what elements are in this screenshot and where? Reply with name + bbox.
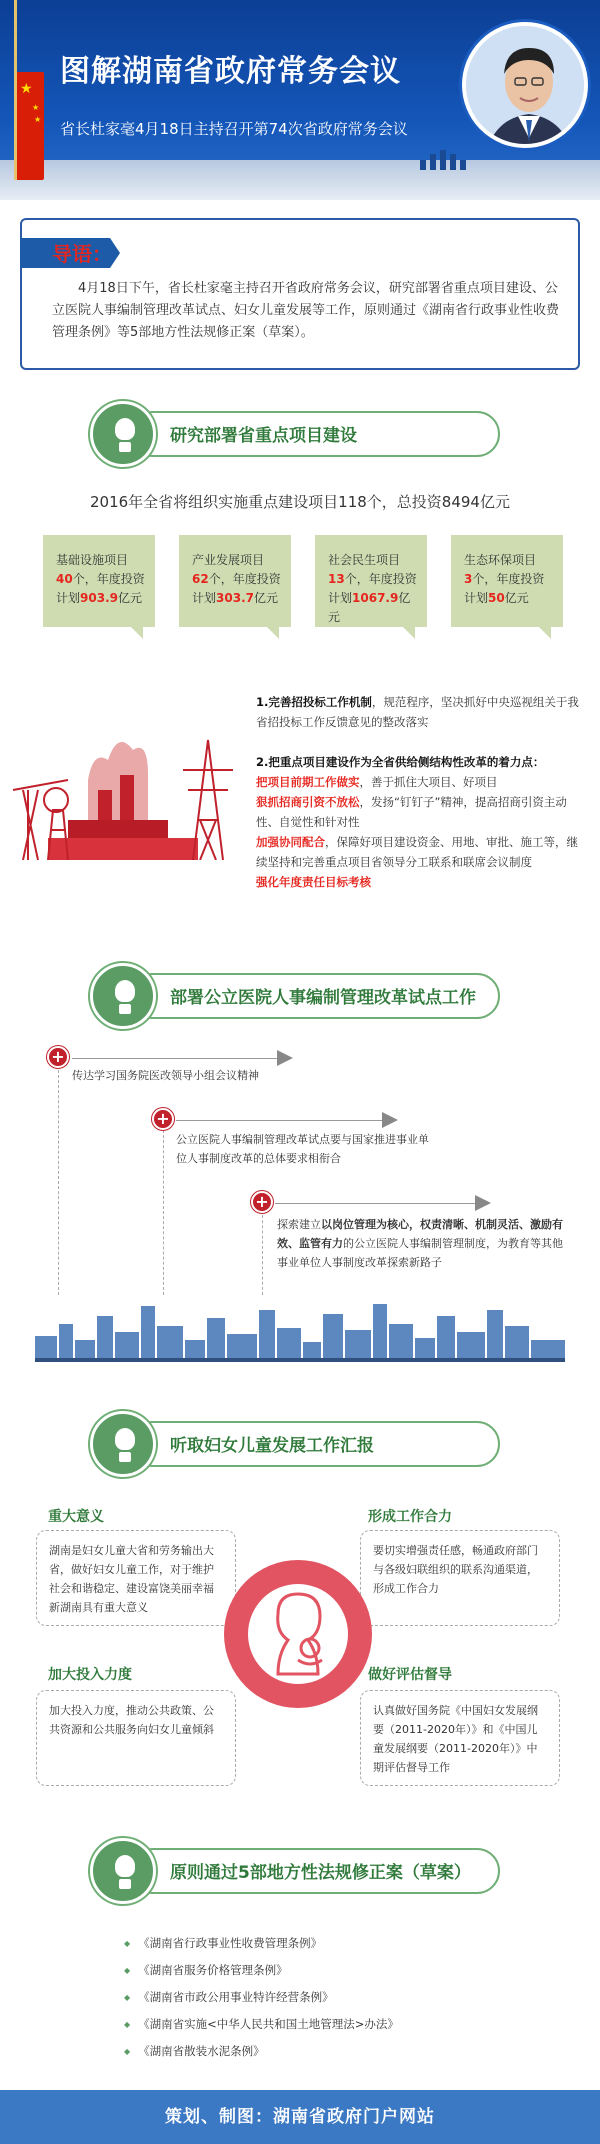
page-subtitle: 省长杜家毫4月18日主持召开第74次省政府常务会议 <box>60 120 408 138</box>
building-icon <box>420 150 480 170</box>
section-title: 听取妇女儿童发展工作汇报 <box>170 1436 374 1456</box>
timeline-item: 公立医院人事编制管理改革试点要与国家推进事业单位人事制度改革的总体要求相衔合 <box>176 1133 429 1165</box>
list-item: ◆ 《湖南省市政公用事业特许经营条例》 <box>124 1984 399 2011</box>
stat-count: 13 <box>328 572 345 586</box>
page-title: 图解湖南省政府常务会议 <box>60 54 401 89</box>
arrow-right-icon <box>277 1050 293 1066</box>
list-item: ◆ 《湖南省实施<中华人民共和国土地管理法>办法》 <box>124 2011 399 2038</box>
star-icon: ★ <box>34 115 42 124</box>
plus-icon: + <box>251 1191 273 1213</box>
intro-box <box>20 218 580 370</box>
stat-unit: 亿元 <box>504 591 529 605</box>
stat-unit: 亿元 <box>328 591 411 624</box>
star-icon: ★ <box>32 103 40 112</box>
stat-box <box>315 535 427 627</box>
point-2: 2.把重点项目建设作为全省供给侧结构性改革的着力点： <box>256 755 545 769</box>
stat-count: 40 <box>56 572 73 586</box>
intro-label: 导语： <box>52 242 112 266</box>
stat-text: 个，年度投资计划 <box>192 572 281 605</box>
stat-text: 个，年度投资计划 <box>464 572 545 605</box>
stat-value: 50 <box>488 591 505 605</box>
lightbulb-icon <box>90 1411 156 1477</box>
stat-label: 生态环保项目 <box>464 553 537 567</box>
block-text: 湖南是妇女儿童大省和劳务输出大省，做好妇女儿童工作，对于维护社会和谐稳定、建设富饶美丽幸福新湖南具有重大意义 <box>36 1530 236 1626</box>
stat-unit: 亿元 <box>117 591 142 605</box>
arrow-right-icon <box>475 1195 491 1211</box>
point-6: 强化年度责任目标考核 <box>256 875 371 889</box>
stat-box <box>179 535 291 627</box>
arrow-right-icon <box>382 1112 398 1128</box>
point-1: 1.完善招投标工作机制，规范程序，坚决抓好中央巡视组关于我省招投标工作反馈意见的整改落实 <box>256 695 579 729</box>
block-text: 要切实增强责任感，畅通政府部门与各级妇联组织的联系沟通渠道，形成工作合力 <box>360 1530 560 1626</box>
section-banner-laws <box>90 1838 500 1904</box>
stat-value: 903.9 <box>80 591 118 605</box>
point-4: 狠抓招商引资不放松，发扬“钉钉子”精神，提高招商引资主动性、自觉性和针对性 <box>256 795 567 829</box>
list-item: ◆ 《湖南省服务价格管理条例》 <box>124 1957 399 1984</box>
stat-count: 62 <box>192 572 209 586</box>
block-text: 加大投入力度，推动公共政策、公共资源和公共服务向妇女儿童倾斜 <box>36 1690 236 1786</box>
block-title: 重大意义 <box>48 1509 104 1525</box>
section-title: 原则通过5部地方性法规修正案（草案） <box>170 1863 471 1883</box>
law-list <box>124 1930 399 2065</box>
stat-value: 1067.9 <box>352 591 399 605</box>
list-item: ◆ 《湖南省行政事业性收费管理条例》 <box>124 1930 399 1957</box>
section-banner-women <box>90 1411 500 1477</box>
stat-unit: 亿元 <box>253 591 278 605</box>
lightbulb-icon <box>90 1838 156 1904</box>
block-title: 加大投入力度 <box>48 1667 132 1683</box>
flag-icon <box>14 72 44 180</box>
section-title: 研究部署省重点项目建设 <box>170 426 357 446</box>
section-banner-hospitals <box>90 963 500 1029</box>
block-title: 形成工作合力 <box>368 1509 452 1525</box>
stat-label: 产业发展项目 <box>192 553 265 567</box>
section-title: 部署公立医院人事编制管理改革试点工作 <box>170 988 476 1008</box>
factory-illustration <box>8 720 238 860</box>
header-stripe <box>0 160 600 200</box>
block-text: 认真做好国务院《中国妇女发展纲要（2011-2020年）》和《中国儿童发展纲要（2011-2020年）》中期评估督导工作 <box>360 1690 560 1786</box>
footer-credit: 策划、制图：湖南省政府门户网站 <box>0 2090 600 2144</box>
plus-icon: + <box>47 1046 69 1068</box>
timeline-item: 探索建立以岗位管理为核心，权责清晰、机制灵活、激励有效、监管有力的公立医院人事编制管理制度，为教育等其他事业单位人事制度改革探索新路子 <box>277 1218 563 1269</box>
stat-label: 基础设施项目 <box>56 553 129 567</box>
stat-value: 303.7 <box>216 591 254 605</box>
mother-child-icon <box>224 1560 372 1708</box>
intro-text: 4月18日下午，省长杜家毫主持召开省政府常务会议，研究部署省重点项目建设、公立医院人事编制管理改革试点、妇女儿童发展等工作，原则通过《湖南省行政事业性收费管理条例》等5部地方性法规修正案（草案）。 <box>52 281 560 340</box>
stat-label: 社会民生项目 <box>328 553 401 567</box>
project-points <box>256 692 586 892</box>
lightbulb-icon <box>90 401 156 467</box>
point-3: 把项目前期工作做实，善于抓住大项目、好项目 <box>256 775 498 789</box>
lightbulb-icon <box>90 963 156 1029</box>
section-banner-projects <box>90 401 500 467</box>
plus-icon: + <box>152 1108 174 1130</box>
header-banner <box>0 0 600 200</box>
city-skyline-illustration <box>35 1296 565 1362</box>
stat-count: 3 <box>464 572 473 586</box>
stat-text: 个，年度投资计划 <box>56 572 145 605</box>
avatar <box>462 22 588 148</box>
block-title: 做好评估督导 <box>368 1667 452 1683</box>
list-item: ◆ 《湖南省散装水泥条例》 <box>124 2038 399 2065</box>
star-icon: ★ <box>20 81 33 97</box>
stat-text: 个，年度投资计划 <box>328 572 417 605</box>
stat-box <box>43 535 155 627</box>
point-5: 加强协同配合，保障好项目建设资金、用地、审批、施工等，继续坚持和完善重点项目省领导分工联系和联席会议制度 <box>256 835 578 869</box>
stats-headline: 2016年全省将组织实施重点建设项目118个，总投资8494亿元 <box>90 493 510 511</box>
stat-box <box>451 535 563 627</box>
timeline-item: 传达学习国务院医改领导小组会议精神 <box>72 1069 259 1082</box>
